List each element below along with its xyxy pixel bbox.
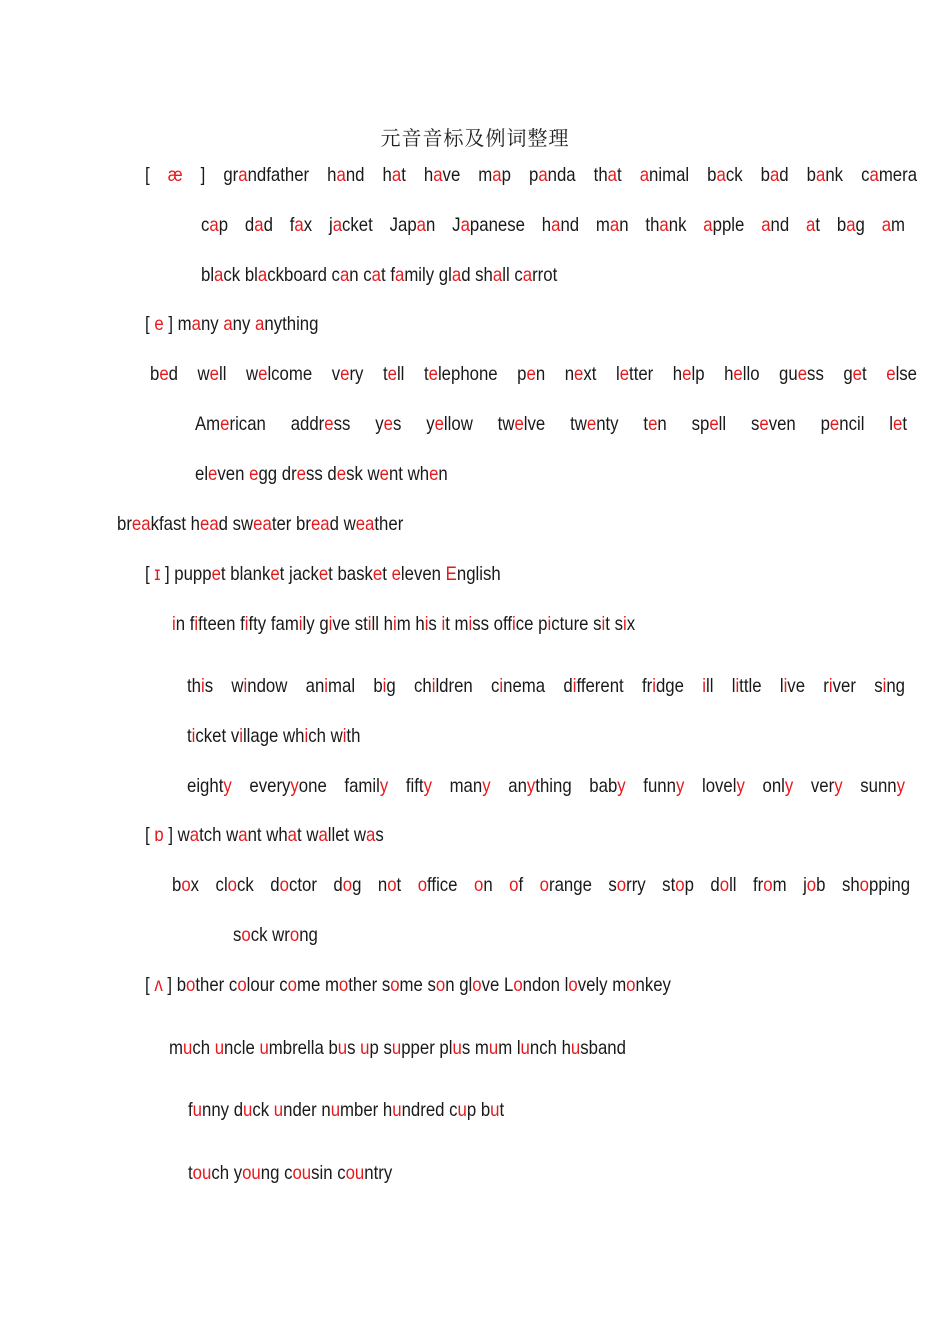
example-line-ae-2: cap dad fax jacket Japan Japanese hand man thank apple and at bag am (201, 214, 906, 236)
example-line-e-2: bed well welcome very tell telephone pen next letter help hello guess get else (150, 363, 918, 385)
example-line-o-2: box clock doctor dog not office on of orange sorry stop doll from job shopping (172, 874, 911, 896)
example-line-o-1: [ ɒ ] watch want what wallet was (145, 824, 384, 846)
example-line-i-2: in fifteen fifty family give still him his it miss office picture sit six (172, 613, 636, 635)
example-line-u-1: [ ʌ ] bother colour come mother some son glove London lovely monkey (145, 974, 671, 996)
example-line-e-3: American address yes yellow twelve twenty ten spell seven pencil let (195, 413, 908, 435)
example-line-u-4: touch young cousin country (188, 1162, 393, 1184)
example-line-u-2: much uncle umbrella bus up supper plus mum lunch husband (169, 1037, 626, 1059)
example-line-ae-3: black blackboard can cat family glad shall carrot (201, 264, 558, 286)
example-line-e-5: breakfast head sweater bread weather (117, 513, 404, 535)
example-line-ae-1: [ æ ] grandfather hand hat have map panda that animal back bad bank camera (145, 164, 918, 186)
example-line-i-1: [ ɪ ] puppet blanket jacket basket eleven English (145, 563, 501, 585)
example-line-e-4: eleven egg dress desk went when (195, 463, 448, 485)
example-line-i-3: this window animal big children cinema different fridge ill little live river sing (187, 675, 906, 697)
page-title: 元音音标及例词整理 (380, 126, 570, 150)
example-line-o-3: sock wrong (233, 924, 318, 946)
example-line-u-3: funny duck under number hundred cup but (188, 1099, 505, 1121)
example-line-i-5: eighty everyyone family fifty many anything baby funny lovely only very sunny (187, 775, 905, 797)
example-line-e-1: [ e ] many any anything (145, 313, 319, 335)
example-line-i-4: ticket village which with (187, 725, 361, 747)
